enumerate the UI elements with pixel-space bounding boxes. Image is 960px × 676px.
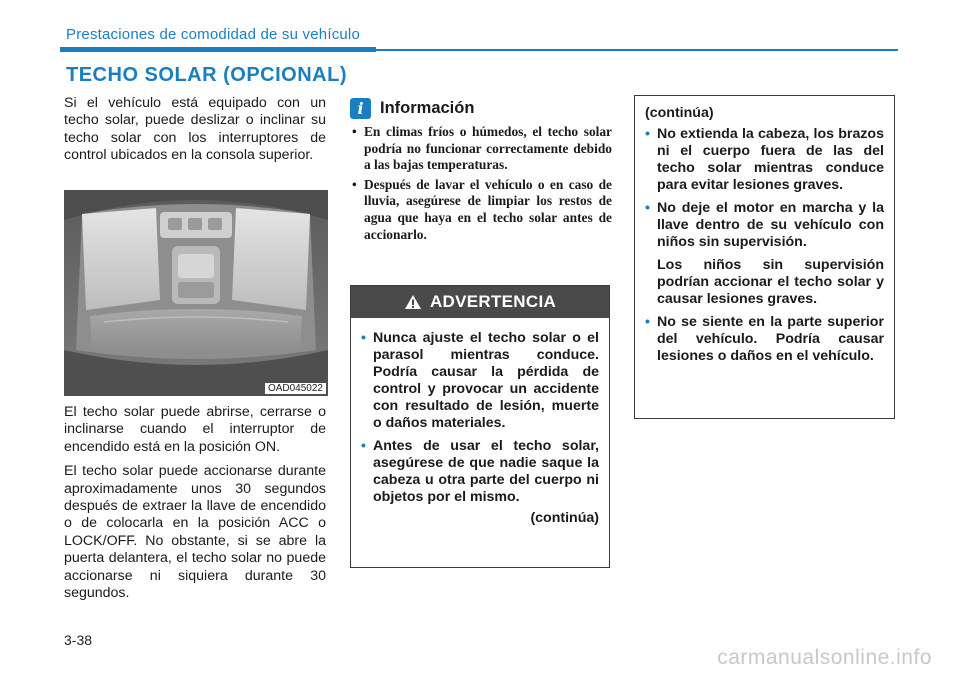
intro-paragraph: Si el vehículo está equipado con un techo solar, puede deslizar o inclinar su techo solar con los interruptores de control ubicados en la consola superior. bbox=[64, 95, 326, 164]
continued-item-text: • No deje el motor en marcha y la llave dentro de su vehículo con niños sin supervisión. bbox=[657, 200, 884, 250]
continued-item-children bbox=[645, 200, 884, 308]
info-list bbox=[350, 124, 612, 246]
paragraph-ignition: El techo solar puede abrirse, cerrarse o inclinarse cuando el interruptor de encendido está en la posición ON. bbox=[64, 404, 326, 455]
continued-heading: (continúa) bbox=[645, 105, 714, 121]
watermark: carmanualsonline.info bbox=[717, 646, 932, 669]
paragraph-timing: El techo solar puede accionarse durante aproximadamente unos 30 segundos después de extraer la llave de encendido o de colocarla en la posición ACC o LOCK/OFF. No obstante, si se abre la puerta delantera, el techo solar no puede accionarse ni siquiera durante 30 segundos. bbox=[64, 463, 326, 602]
warning-triangle-icon bbox=[404, 294, 422, 310]
continued-item-sitting bbox=[645, 314, 884, 365]
continued-item-text: • No se siente en la parte superior del vehículo. Podría causar lesiones o daños en el vehículo. bbox=[657, 314, 884, 364]
warning-continued-label: (continúa) bbox=[530, 510, 599, 526]
intro-text-block bbox=[64, 95, 326, 172]
info-item-after-washing: • Después de lavar el vehículo o en caso de lluvia, asegúrese de limpiar los restos de agua que haya en el techo solar antes de accionarlo. bbox=[350, 177, 612, 243]
warning-list bbox=[351, 318, 609, 506]
continued-item-subtext: Los niños sin supervisión podrían accionar el techo solar y causar lesiones graves. bbox=[657, 257, 884, 307]
page-number: 3-38 bbox=[64, 632, 93, 648]
warning-header bbox=[351, 286, 609, 318]
header-divider-thick bbox=[60, 47, 376, 52]
continued-item-head-arms bbox=[645, 126, 884, 194]
info-icon: i bbox=[350, 98, 371, 119]
description-text-block bbox=[64, 404, 326, 609]
header-section-title: Prestaciones de comodidad de su vehículo bbox=[66, 26, 361, 43]
continued-warning-box bbox=[634, 95, 895, 419]
info-heading bbox=[350, 96, 474, 120]
warning-item-adjust: • Nunca ajuste el techo solar o el parasol mientras conduce. Podría causar la pérdida de control y provocar un accidente con resultado de lesión, muerte o daños materiales. bbox=[361, 330, 599, 432]
continued-list bbox=[645, 126, 884, 365]
info-item-cold-weather: • En climas fríos o húmedos, el techo solar podría no funcionar correctamente debido a las bajas temperaturas. bbox=[350, 124, 612, 174]
warning-title: ADVERTENCIA bbox=[429, 292, 557, 311]
header-divider-thin bbox=[376, 49, 898, 51]
warning-item-before-use: • Antes de usar el techo solar, asegúrese de que nadie saque la cabeza u otra parte del cuerpo ni objetos por el mismo. bbox=[361, 438, 599, 506]
sunroof-switch-photo bbox=[64, 190, 328, 396]
warning-box bbox=[350, 285, 610, 568]
info-title: Información bbox=[380, 98, 475, 117]
continued-item-text: • No extienda la cabeza, los brazos ni el cuerpo fuera de las del techo solar mientras conduce para evitar lesiones graves. bbox=[657, 126, 884, 193]
page-title: TECHO SOLAR (OPCIONAL) bbox=[66, 64, 347, 86]
image-code-label: OAD045022 bbox=[265, 383, 326, 394]
overhead-console-illustration bbox=[64, 190, 328, 396]
